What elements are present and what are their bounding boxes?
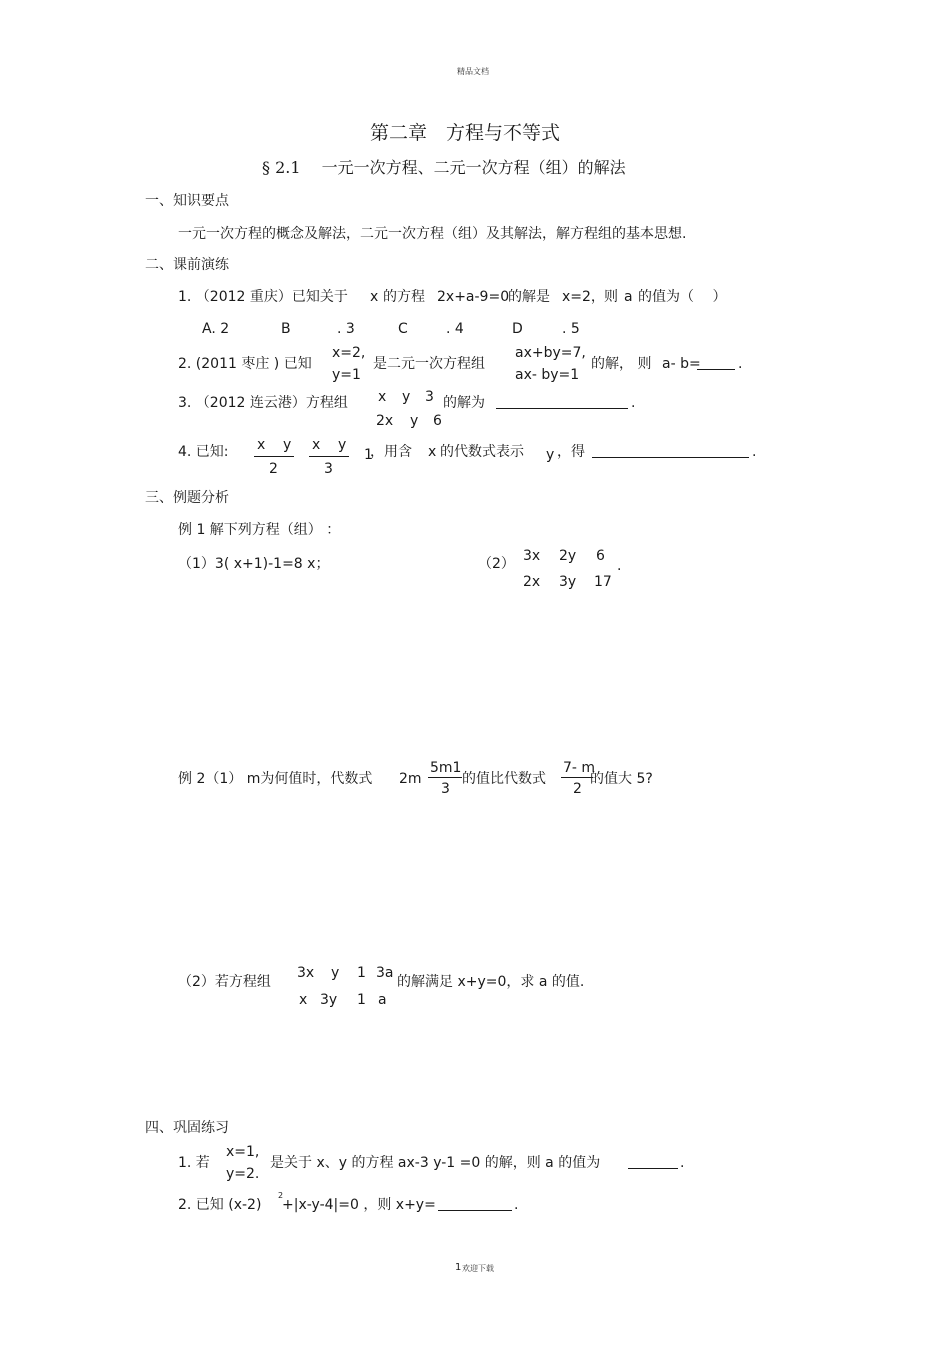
q1-mid2: 的解是 (508, 289, 550, 305)
q4-frac1-num-y: y (283, 437, 292, 453)
q2-system1-top: x=2, (332, 345, 366, 361)
q4-frac2-bar (309, 456, 349, 457)
q1-then: 则 (604, 289, 618, 305)
ex1-2-top-rhs: 6 (596, 548, 605, 564)
ex2b-end: 的解满足 x+y=0，求 a 的值. (397, 974, 585, 990)
section-heading-2: 二、课前演练 (145, 257, 229, 273)
q2-system2-top: ax+by=7, (515, 345, 586, 361)
q4-x: x (428, 444, 437, 460)
ex1-2-bottom-rhs: 17 (594, 574, 612, 590)
q4-frac2-den: 3 (324, 461, 333, 477)
q3-top-x: x (378, 389, 387, 405)
ex2b-bottom-3y: 3y (320, 992, 338, 1008)
q1-option-b-value: . 3 (337, 321, 355, 337)
p2-tail: . (514, 1197, 519, 1213)
q1-option-a: A. 2 (202, 321, 230, 337)
q3-prefix: 3. （2012 连云港）方程组 (178, 395, 348, 411)
q4-y: y (546, 447, 555, 463)
q3-answer-blank (496, 396, 628, 412)
q2-tail: . (738, 356, 743, 372)
p2-answer-blank (438, 1198, 512, 1214)
page-header: 精品文档 (457, 67, 489, 76)
ex1-2-bottom-3y: 3y (559, 574, 577, 590)
chapter-title: 第二章 方程与不等式 (370, 122, 561, 144)
q2-ask: a- b= (662, 356, 701, 372)
ex2-frac1-num: 5m1 (430, 760, 462, 776)
q2-answer-blank (697, 357, 735, 373)
q1-solution: x=2， (562, 289, 605, 305)
q1-option-d-value: . 5 (562, 321, 580, 337)
section-subtitle: § 2.1 一元一次方程、二元一次方程（组）的解法 (262, 158, 626, 177)
ex2b-prefix: （2）若方程组 (178, 974, 271, 990)
ex2-term: 2m (399, 771, 422, 787)
page-number: 1 (455, 1262, 462, 1273)
p1-top: x=1, (226, 1144, 260, 1160)
p1-bottom: y=2. (226, 1166, 260, 1182)
example-1-title: 例 1 解下列方程（组） ： (178, 522, 341, 538)
p1-prefix: 1. 若 (178, 1155, 210, 1171)
q4-prefix: 4. 已知: (178, 444, 229, 460)
q2-end: 的解， 则 (591, 356, 652, 372)
q1-prefix: 1. （2012 重庆）已知关于 (178, 289, 348, 305)
section-heading-4: 四、巩固练习 (145, 1120, 229, 1136)
ex1-2-top-3x: 3x (523, 548, 541, 564)
q1-equation: 2x+a-9=0 (437, 289, 510, 305)
q2-mid: 是二元一次方程组 (373, 356, 485, 372)
ex2-mid: 的值比代数式 (462, 771, 546, 787)
page-footer-text: 欢迎下载 (462, 1264, 494, 1273)
ex2-frac2-bar (561, 777, 593, 778)
q1-end: 的值为（ ） (638, 289, 727, 305)
ex2-frac1-bar (428, 777, 462, 778)
q1-mid: 的方程 (383, 289, 425, 305)
q2-system2-bottom: ax- by=1 (515, 367, 580, 383)
ex2-frac2-den: 2 (573, 781, 582, 797)
ex2b-top-y: y (331, 965, 340, 981)
q2-prefix: 2. (2011 枣庄 ) 已知 (178, 356, 312, 372)
example-1-part-1: （1）3( x+1)-1=8 x； (178, 556, 330, 572)
q2-system1-bottom: y=1 (332, 367, 361, 383)
q4-frac2-num-x: x (312, 437, 321, 453)
p2-prefix: 2. 已知 (x-2) (178, 1197, 262, 1213)
ex2-frac2-num: 7- m (563, 760, 596, 776)
knowledge-points-text: 一元一次方程的概念及解法，二元一次方程（组）及其解法，解方程组的基本思想. (178, 226, 687, 242)
q1-option-c-value: . 4 (446, 321, 464, 337)
q4-frac1-num-x: x (257, 437, 266, 453)
ex2b-bottom-1: 1 (357, 992, 366, 1008)
section-heading-3: 三、例题分析 (145, 490, 229, 506)
q3-bottom-2x: 2x (376, 413, 394, 429)
q1-option-b-label: B (281, 321, 291, 337)
p2-superscript: 2 (278, 1191, 284, 1200)
q4-rhs: 1 (364, 447, 373, 463)
q1-option-c-label: C (398, 321, 408, 337)
ex2b-bottom-a: a (378, 992, 387, 1008)
q1-x: x (370, 289, 379, 305)
q3-top-rhs: 3 (425, 389, 434, 405)
q4-tail: . (752, 444, 757, 460)
q4-mid2: 的代数式表示 (440, 444, 524, 460)
ex2b-top-3a: 3a (376, 965, 394, 981)
q1-a: a (624, 289, 633, 305)
p1-answer-blank (628, 1156, 678, 1172)
q4-frac2-num-y: y (338, 437, 347, 453)
q3-bottom-rhs: 6 (433, 413, 442, 429)
ex2b-bottom-x: x (299, 992, 308, 1008)
ex1-2-top-2y: 2y (559, 548, 577, 564)
ex2-prefix: 例 2（1） m为何值时，代数式 (178, 771, 373, 787)
q3-top-y: y (402, 389, 411, 405)
ex1-2-bottom-2x: 2x (523, 574, 541, 590)
q3-bottom-y: y (410, 413, 419, 429)
p1-tail: . (680, 1155, 685, 1171)
section-heading-1: 一、知识要点 (145, 193, 229, 209)
ex2-frac1-den: 3 (441, 781, 450, 797)
q1-option-d-label: D (512, 321, 523, 337)
q4-frac1-bar (254, 456, 294, 457)
ex2b-top-1: 1 (357, 965, 366, 981)
q3-end: 的解为 (443, 395, 485, 411)
ex2b-top-3x: 3x (297, 965, 315, 981)
q3-tail: . (631, 395, 636, 411)
ex1-2-tail: . (617, 558, 622, 574)
q4-frac1-den: 2 (269, 461, 278, 477)
q4-end: ，得 (557, 444, 585, 460)
q4-mid: ，用含 (370, 444, 412, 460)
ex1-2-label: （2） (478, 556, 515, 572)
ex2-end: 的值大 5? (590, 771, 653, 787)
q4-answer-blank (592, 445, 749, 461)
p2-mid: +|x-y-4|=0 ，则 x+y= (282, 1197, 436, 1213)
p1-mid: 是关于 x、y 的方程 ax-3 y-1 =0 的解，则 a 的值为 (270, 1155, 601, 1171)
